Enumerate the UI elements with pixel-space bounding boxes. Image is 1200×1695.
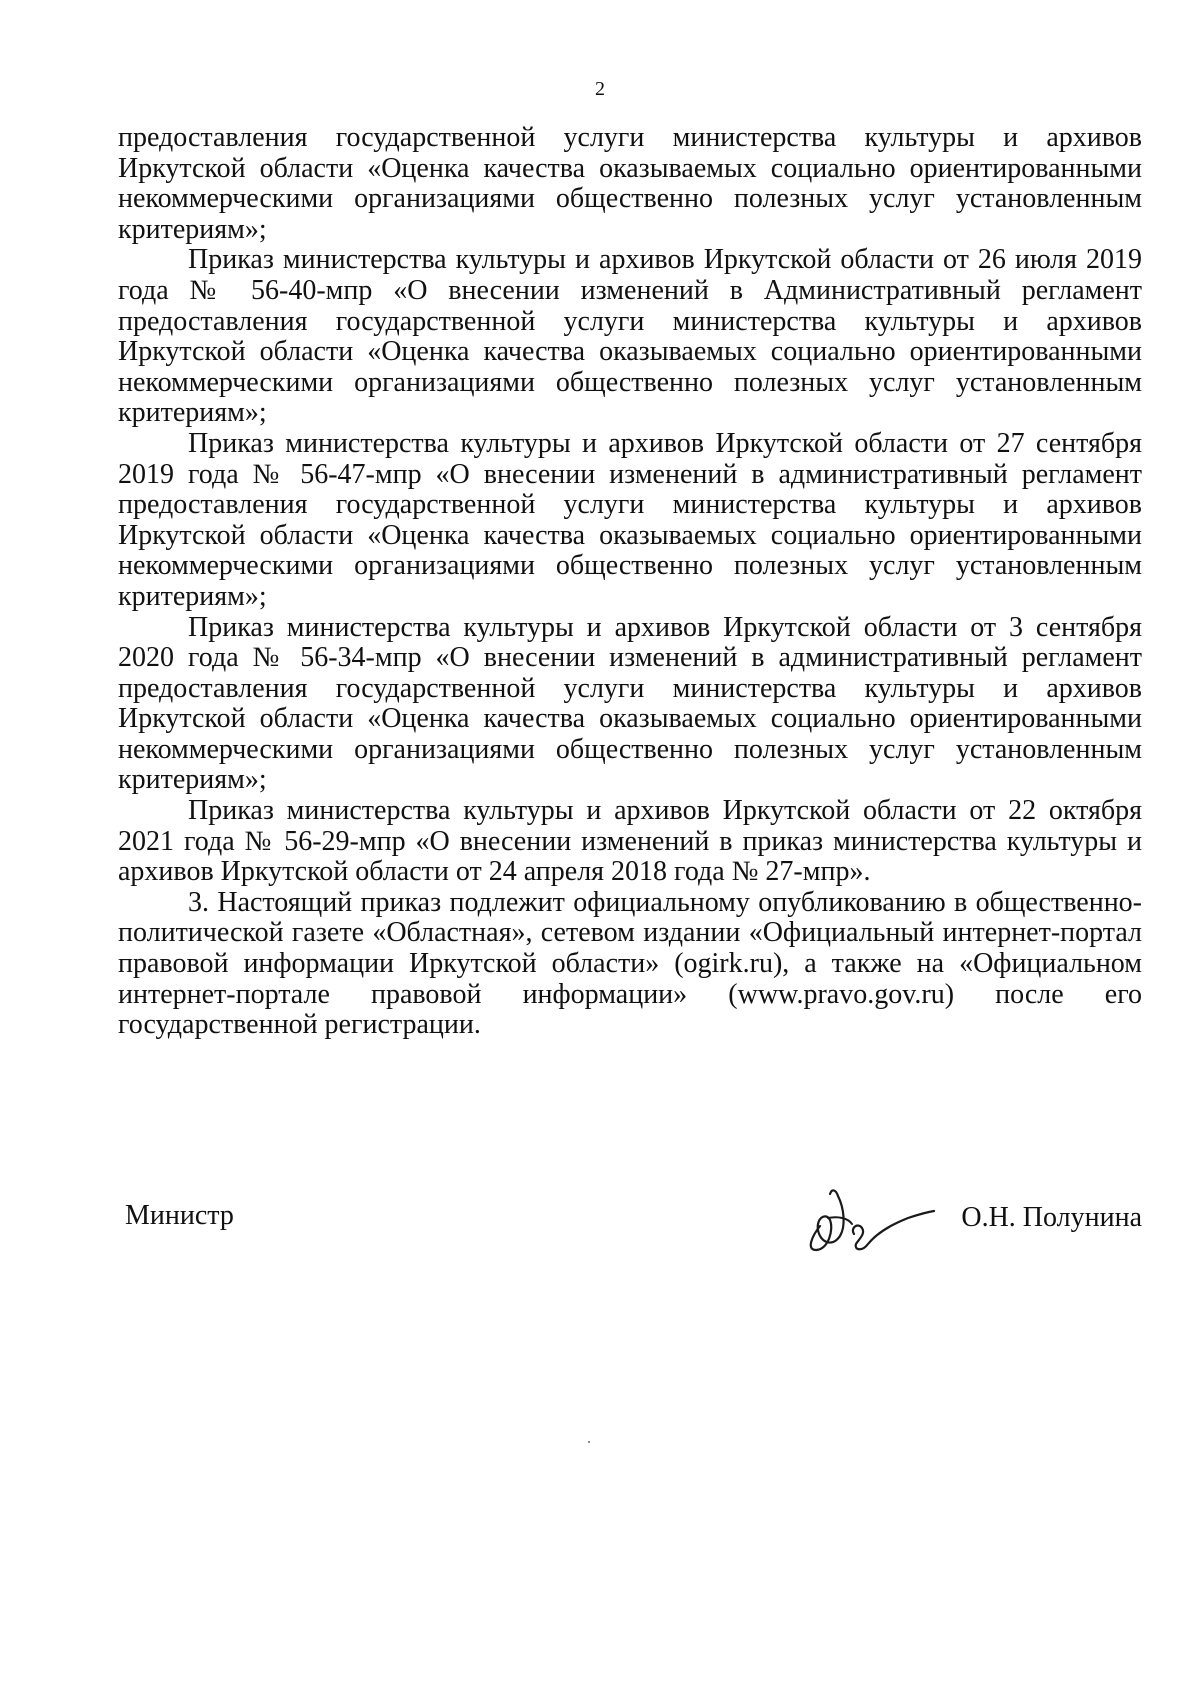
- page-number: 2: [595, 78, 605, 100]
- paragraph-order-2019-september: Приказ министерства культуры и архивов Иркутской области от 27 сентября 2019 года № 56-47-мпр «О внесении изменений в административный регламент предоставления государственной услуги министерства культуры и архивов Иркутской области «Оценка качества оказываемых социально ориентированными некоммерческими организациями общественно полезных услуг установленным критериям»;: [118, 427, 1142, 612]
- signer-name: О.Н. Полунина: [961, 1202, 1142, 1233]
- signer-position: Министр: [125, 1200, 234, 1231]
- paragraph-order-2021-october: Приказ министерства культуры и архивов Иркутской области от 22 октября 2021 года № 56-29-мпр «О внесении изменений в приказ министерства культуры и архивов Иркутской области от 24 апреля 2018 года № 27-мпр».: [118, 795, 1142, 888]
- document-body: [118, 123, 1142, 1041]
- signature-block: [118, 1178, 1142, 1258]
- paragraph-order-2019-july: Приказ министерства культуры и архивов Иркутской области от 26 июля 2019 года № 56-40-мпр «О внесении изменений в Административный регламент предоставления государственной услуги министерства культуры и архивов Иркутской области «Оценка качества оказываемых социально ориентированными некоммерческими организациями общественно полезных услуг установленным критериям»;: [118, 244, 1142, 429]
- paragraph-order-2020-september: Приказ министерства культуры и архивов Иркутской области от 3 сентября 2020 года № 56-34-мпр «О внесении изменений в административный регламент предоставления государственной услуги министерства культуры и архивов Иркутской области «Оценка качества оказываемых социально ориентированными некоммерческими организациями общественно полезных услуг установленным критериям»;: [118, 611, 1142, 796]
- paragraph-continuation: предоставления государственной услуги министерства культуры и архивов Иркутской области «Оценка качества оказываемых социально ориентированными некоммерческими организациями общественно полезных услуг установленным критериям»;: [118, 122, 1142, 245]
- paragraph-publication-clause: 3. Настоящий приказ подлежит официальному опубликованию в общественно-политической газете «Областная», сетевом издании «Официальный интернет-портал правовой информации Иркутской области» (ogirk.ru), а также на «Официальном интернет-портале правовой информации» (www.pravo.gov.ru) после его государственной регистрации.: [118, 886, 1142, 1041]
- scan-speck: [588, 1441, 590, 1443]
